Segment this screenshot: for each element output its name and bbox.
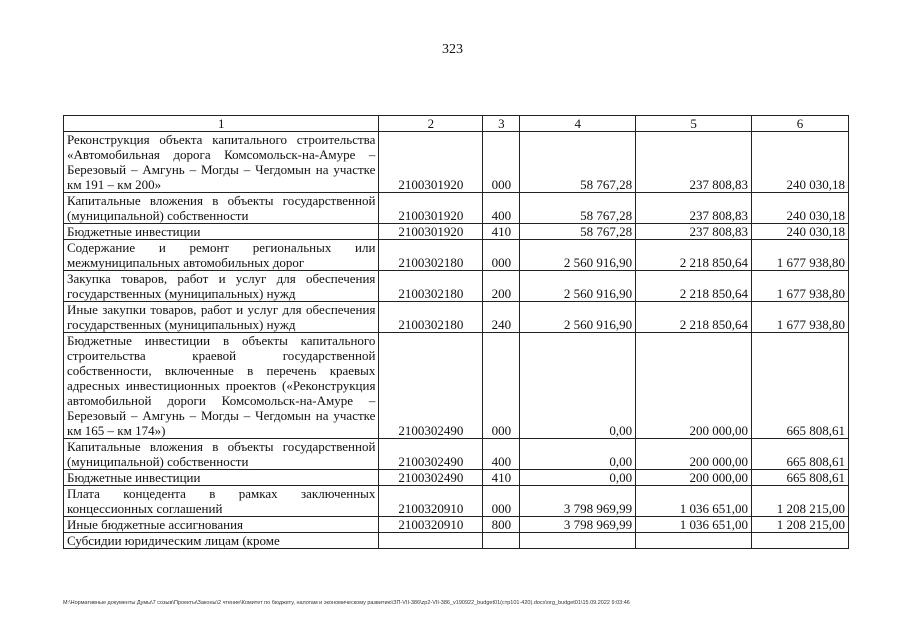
amount-col4: 2 560 916,90 <box>520 271 636 302</box>
expense-type: 400 <box>483 439 520 470</box>
amount-col6: 1 677 938,80 <box>752 302 849 333</box>
item-name: Капитальные вложения в объекты государственной (муниципальной) собственности <box>64 193 379 224</box>
amount-col5: 1 036 651,00 <box>636 517 752 533</box>
column-header: 6 <box>752 116 849 132</box>
expense-type: 000 <box>483 333 520 439</box>
budget-table <box>63 115 849 549</box>
item-name: Иные закупки товаров, работ и услуг для обеспечения государственных (муниципальных) нужд <box>64 302 379 333</box>
expense-type <box>483 533 520 549</box>
target-code: 2100301920 <box>379 193 483 224</box>
amount-col4: 3 798 969,99 <box>520 486 636 517</box>
table-row <box>64 132 849 193</box>
target-code: 2100320910 <box>379 517 483 533</box>
amount-col4: 0,00 <box>520 333 636 439</box>
amount-col6: 1 208 215,00 <box>752 517 849 533</box>
amount-col6: 240 030,18 <box>752 224 849 240</box>
column-header: 2 <box>379 116 483 132</box>
amount-col5: 200 000,00 <box>636 333 752 439</box>
amount-col6: 665 808,61 <box>752 470 849 486</box>
target-code: 2100320910 <box>379 486 483 517</box>
amount-col4: 2 560 916,90 <box>520 302 636 333</box>
expense-type: 410 <box>483 470 520 486</box>
table-row <box>64 302 849 333</box>
expense-type: 400 <box>483 193 520 224</box>
expense-type: 000 <box>483 132 520 193</box>
table-row <box>64 439 849 470</box>
expense-type: 000 <box>483 486 520 517</box>
table-row <box>64 193 849 224</box>
amount-col4: 58 767,28 <box>520 132 636 193</box>
column-header: 1 <box>64 116 379 132</box>
amount-col6: 1 677 938,80 <box>752 240 849 271</box>
amount-col6: 665 808,61 <box>752 439 849 470</box>
target-code <box>379 533 483 549</box>
target-code: 2100301920 <box>379 224 483 240</box>
expense-type: 410 <box>483 224 520 240</box>
item-name: Реконструкция объекта капитального строительства «Автомобильная дорога Комсомольск-на-Амуре – Березовый – Амгунь – Могды – Чегдомын на участке км 191 – км 200» <box>64 132 379 193</box>
amount-col5: 2 218 850,64 <box>636 302 752 333</box>
footer-file-path: M:\Нормативные документы Думы\7 созыв\Проекты\Законы\2 чтение\Комитет по бюджету, налогам и экономическому развитию\ЗП-VII-386\zp2-VII-386_v190922_budget01(стр101-420).docx\org_budget01\15.09.2022 9:03:46 <box>63 600 630 606</box>
table-row <box>64 533 849 549</box>
item-name: Плата концедента в рамках заключенных концессионных соглашений <box>64 486 379 517</box>
amount-col5: 2 218 850,64 <box>636 271 752 302</box>
column-header: 4 <box>520 116 636 132</box>
expense-type: 000 <box>483 240 520 271</box>
amount-col5: 200 000,00 <box>636 470 752 486</box>
table-row <box>64 486 849 517</box>
table-row <box>64 271 849 302</box>
item-name: Иные бюджетные ассигнования <box>64 517 379 533</box>
amount-col4: 58 767,28 <box>520 224 636 240</box>
amount-col4: 2 560 916,90 <box>520 240 636 271</box>
column-header: 3 <box>483 116 520 132</box>
amount-col5 <box>636 533 752 549</box>
expense-type: 800 <box>483 517 520 533</box>
amount-col4: 0,00 <box>520 470 636 486</box>
amount-col5: 237 808,83 <box>636 224 752 240</box>
amount-col5: 237 808,83 <box>636 132 752 193</box>
item-name: Бюджетные инвестиции <box>64 470 379 486</box>
item-name: Капитальные вложения в объекты государственной (муниципальной) собственности <box>64 439 379 470</box>
item-name: Бюджетные инвестиции <box>64 224 379 240</box>
page-number: 323 <box>442 42 463 57</box>
table-row <box>64 224 849 240</box>
amount-col4: 3 798 969,99 <box>520 517 636 533</box>
amount-col5: 2 218 850,64 <box>636 240 752 271</box>
target-code: 2100302180 <box>379 240 483 271</box>
item-name: Бюджетные инвестиции в объекты капитального строительства краевой государственной собственности, включенные в перечень краевых адресных инвестиционных проектов («Реконструкция автомобильной дороги Комсомольск-на-Амуре – Березовый – Амгунь – Могды – Чегдомын на участке км 165 – км 174») <box>64 333 379 439</box>
table-row <box>64 517 849 533</box>
target-code: 2100302180 <box>379 271 483 302</box>
target-code: 2100302180 <box>379 302 483 333</box>
amount-col6: 665 808,61 <box>752 333 849 439</box>
item-name: Субсидии юридическим лицам (кроме <box>64 533 379 549</box>
item-name: Закупка товаров, работ и услуг для обеспечения государственных (муниципальных) нужд <box>64 271 379 302</box>
table-header-row <box>64 116 849 132</box>
target-code: 2100302490 <box>379 333 483 439</box>
table-row <box>64 333 849 439</box>
amount-col6: 240 030,18 <box>752 132 849 193</box>
amount-col4: 0,00 <box>520 439 636 470</box>
target-code: 2100302490 <box>379 439 483 470</box>
table-row <box>64 470 849 486</box>
amount-col6: 240 030,18 <box>752 193 849 224</box>
amount-col5: 237 808,83 <box>636 193 752 224</box>
target-code: 2100302490 <box>379 470 483 486</box>
amount-col4: 58 767,28 <box>520 193 636 224</box>
column-header: 5 <box>636 116 752 132</box>
expense-type: 200 <box>483 271 520 302</box>
amount-col5: 1 036 651,00 <box>636 486 752 517</box>
amount-col4 <box>520 533 636 549</box>
amount-col6: 1 677 938,80 <box>752 271 849 302</box>
amount-col6 <box>752 533 849 549</box>
expense-type: 240 <box>483 302 520 333</box>
table-row <box>64 240 849 271</box>
amount-col6: 1 208 215,00 <box>752 486 849 517</box>
target-code: 2100301920 <box>379 132 483 193</box>
item-name: Содержание и ремонт региональных или межмуниципальных автомобильных дорог <box>64 240 379 271</box>
amount-col5: 200 000,00 <box>636 439 752 470</box>
